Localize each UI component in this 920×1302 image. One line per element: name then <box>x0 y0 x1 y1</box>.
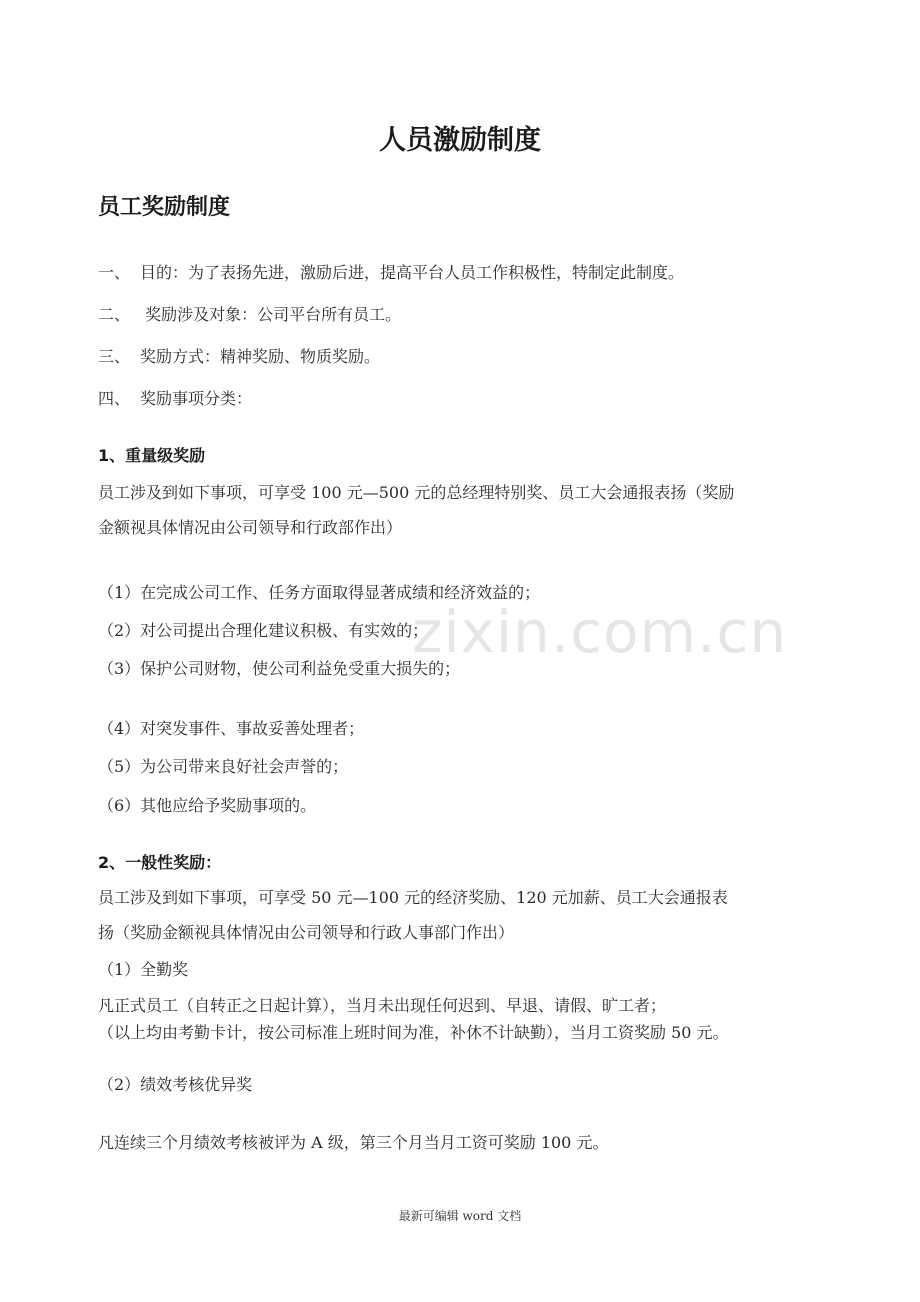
major-award-item: （2）对公司提出合理化建议积极、有实效的； <box>98 621 429 640</box>
major-award-desc-line: 员工涉及到如下事项，可享受 100 元—500 元的总经理特别奖、员工大会通报表扬（奖励 <box>98 483 735 502</box>
major-award-item: （1）在完成公司工作、任务方面取得显著成绩和经济效益的； <box>98 583 541 602</box>
intro-item-number: 一、 <box>98 263 131 282</box>
major-award-item: （5）为公司带来良好社会声誉的； <box>98 757 349 776</box>
intro-item-number: 四、 <box>98 389 131 408</box>
full-attendance-line: 凡正式员工（自转正之日起计算），当月未出现任何迟到、早退、请假、旷工者； <box>98 996 667 1015</box>
full-attendance-title: （1）全勤奖 <box>98 960 189 979</box>
intro-item-text: 目的：为了表扬先进，激励后进，提高平台人员工作积极性，特制定此制度。 <box>140 263 685 282</box>
intro-item-text: 奖励涉及对象：公司平台所有员工。 <box>140 305 402 324</box>
intro-item-number: 二、 <box>98 305 131 324</box>
performance-award-title: （2）绩效考核优异奖 <box>98 1075 253 1094</box>
intro-item <box>98 386 252 409</box>
intro-item-text: 奖励方式：精神奖励、物质奖励。 <box>140 347 381 366</box>
performance-award-line: 凡连续三个月绩效考核被评为 A 级，第三个月当月工资可奖励 100 元。 <box>98 1133 609 1152</box>
major-award-item: （4）对突发事件、事故妥善处理者； <box>98 719 365 738</box>
page-footer: 最新可编辑 word 文档 <box>398 1209 522 1223</box>
section-title: 员工奖励制度 <box>98 195 231 220</box>
intro-item <box>98 260 684 283</box>
intro-item-number: 三、 <box>98 347 131 366</box>
intro-item <box>98 344 380 367</box>
watermark: zixin.com.cn <box>412 598 788 666</box>
intro-item <box>98 302 401 325</box>
general-award-desc-line: 扬（奖励金额视具体情况由公司领导和行政人事部门作出） <box>98 923 515 942</box>
major-award-desc-line: 金额视具体情况由公司领导和行政部作出） <box>98 518 403 537</box>
document-title: 人员激励制度 <box>379 125 541 156</box>
major-award-item: （6）其他应给予奖励事项的。 <box>98 796 317 815</box>
full-attendance-line: （以上均由考勤卡计，按公司标准上班时间为准，补休不计缺勤），当月工资奖励 50 元。 <box>98 1023 729 1042</box>
intro-item-text: 奖励事项分类： <box>140 389 253 408</box>
general-award-heading: 2、一般性奖励： <box>98 853 222 872</box>
major-award-item: （3）保护公司财物，使公司利益免受重大损失的； <box>98 659 461 678</box>
major-award-heading: 1、重量级奖励 <box>98 446 206 465</box>
general-award-desc-line: 员工涉及到如下事项，可享受 50 元—100 元的经济奖励、120 元加薪、员工大会通报表 <box>98 888 728 907</box>
